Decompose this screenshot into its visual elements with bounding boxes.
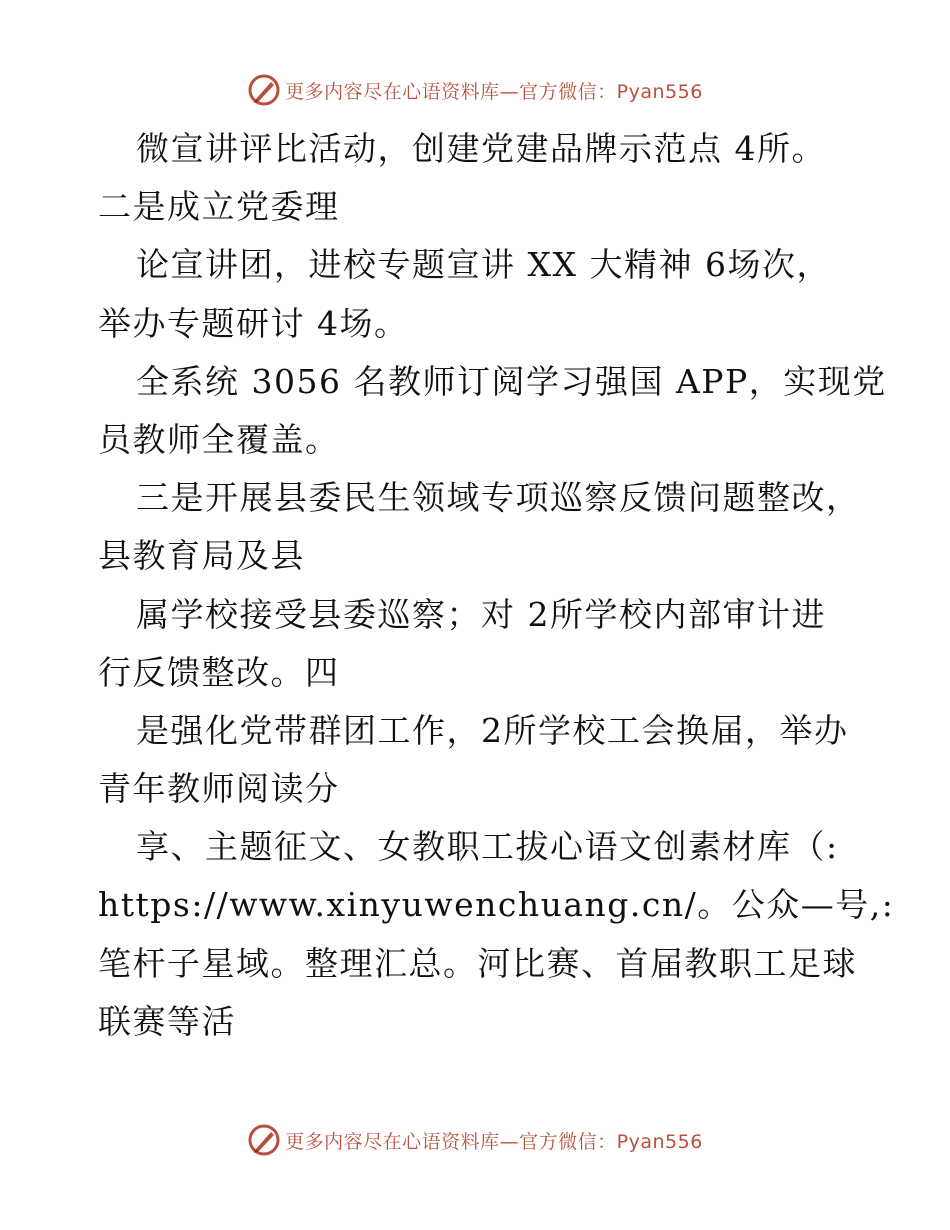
text-line: 县教育局及县 [98,536,305,576]
text-line: 全系统 3056 名教师订阅学习强国 APP，实现党 [136,361,887,401]
text-line: 举办专题研讨 4场。 [98,303,409,343]
text-line: 是强化党带群团工作，2所学校工会换届，举办 [136,710,849,750]
header-watermark-text: 更多内容尽在心语资料库—官方微信：Pyan556 [285,80,703,103]
document-body [98,120,895,1051]
text-line: 属学校接受县委巡察；对 2所学校内部审计进 [136,594,826,634]
pen-logo-icon [247,1123,281,1157]
text-line: 享、主题征文、女教职工拔心语文创素材库（: [136,827,839,867]
text-line: 论宣讲团，进校专题宣讲 XX 大精神 6场次， [136,245,831,285]
text-line: 微宣讲评比活动，创建党建品牌示范点 4所。 [136,129,826,168]
text-line: 二是成立党委理 [98,187,340,227]
footer-watermark-text: 更多内容尽在心语资料库—官方微信：Pyan556 [285,1130,703,1153]
text-line: https://www.xinyuwenchuang.cn/。公众—号,: [98,885,895,925]
text-line: 联赛等活 [98,1001,236,1041]
pen-logo-icon [247,73,281,107]
text-line: 笔杆子星域。整理汇总。河比赛、首届教职工足球 [98,943,857,983]
text-line: 三是开展县委民生领域专项巡察反馈问题整改， [136,478,861,518]
text-line: 员教师全覆盖。 [98,419,340,459]
header-watermark [0,70,950,110]
footer-watermark [0,1120,950,1160]
text-line: 青年教师阅读分 [98,769,340,809]
text-line: 行反馈整改。四 [98,652,340,692]
